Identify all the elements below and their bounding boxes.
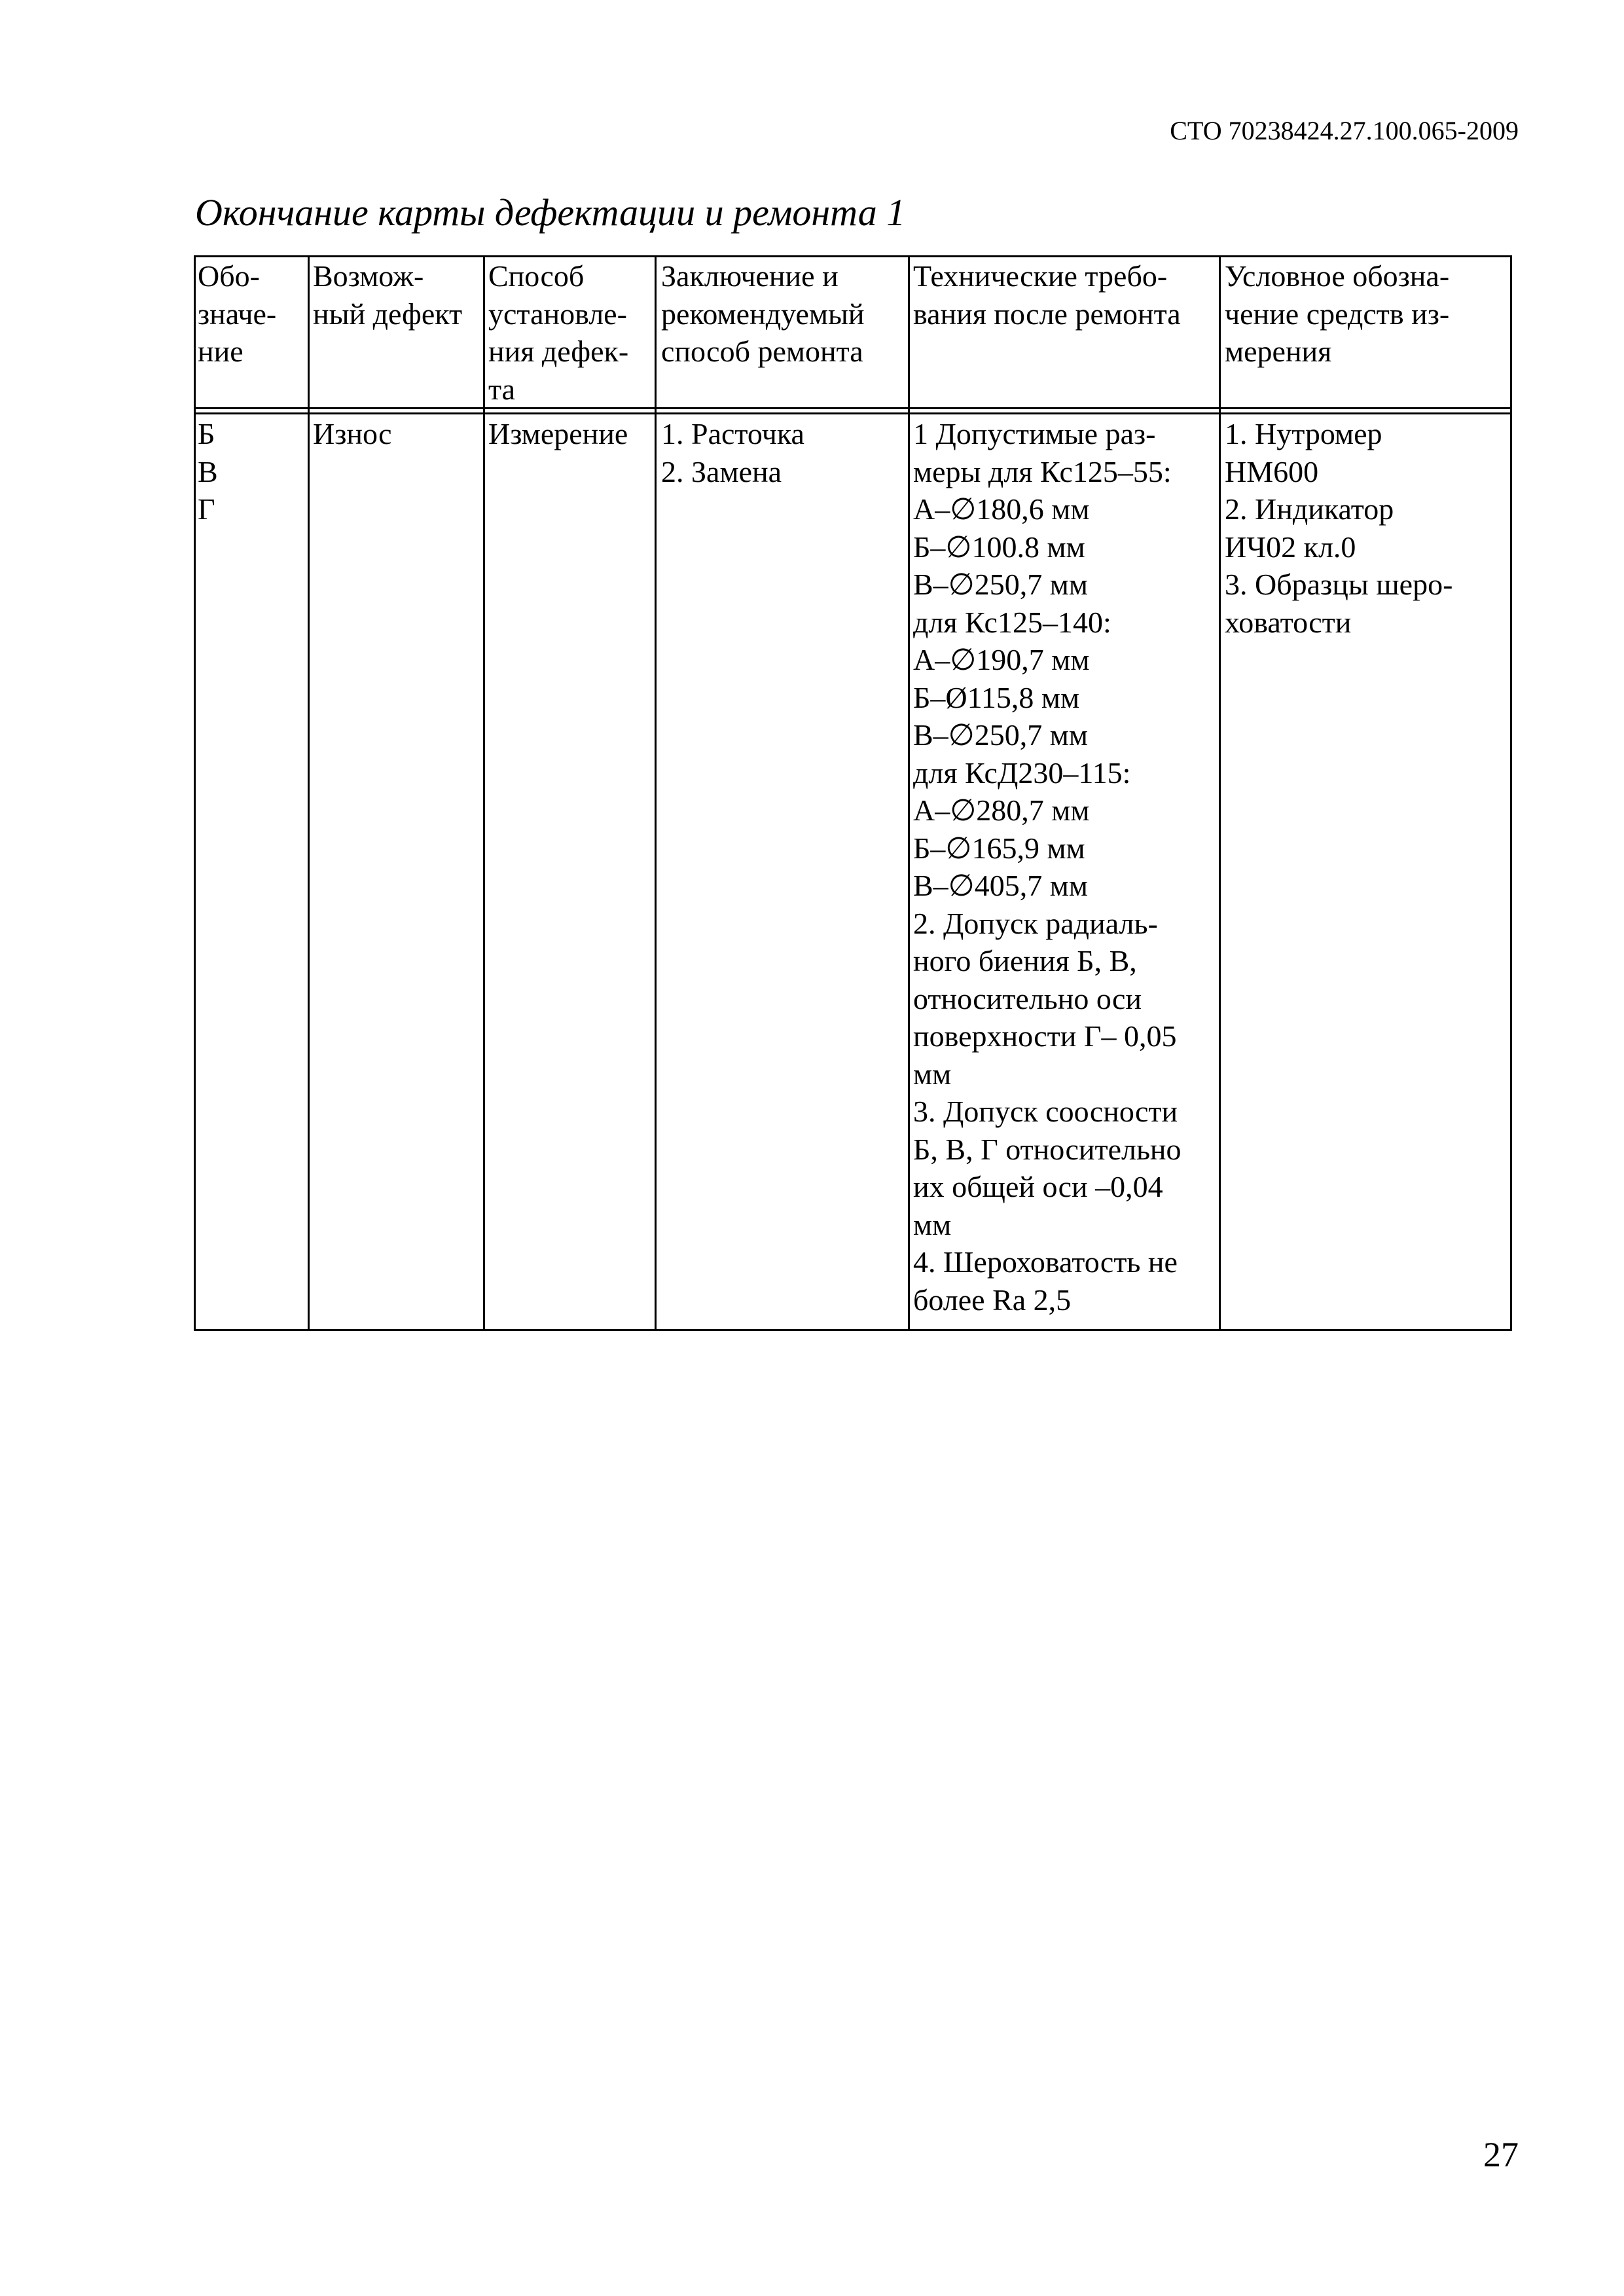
table-column-divider (483, 255, 485, 1331)
header-line: Обо- (198, 259, 260, 293)
cell-line: 2. Допуск радиаль- (913, 906, 1158, 940)
table-column-divider (908, 255, 910, 1331)
cell-line: А–∅180,6 мм (913, 492, 1090, 526)
cell-line: Б–Ø115,8 мм (913, 680, 1080, 714)
header-cell-detection-method (488, 257, 653, 406)
cell-line: Б–∅165,9 мм (913, 831, 1085, 865)
cell-line: ховатости (1225, 605, 1352, 639)
cell-line: Б, В, Г относительно (913, 1132, 1182, 1166)
cell-line: 2. Замена (661, 454, 782, 488)
header-line: вания после ремонта (913, 297, 1181, 331)
table-border-right (1510, 255, 1512, 1331)
header-cell-measuring-tools (1225, 257, 1509, 406)
cell-line: Износ (313, 417, 392, 450)
header-line: Заключение и (661, 259, 839, 293)
page-number: 27 (1483, 2135, 1519, 2174)
header-line: ный дефект (313, 297, 463, 331)
cell-line: Б (198, 417, 215, 450)
cell-line: Измерение (488, 417, 628, 450)
cell-line: ного биения Б, В, (913, 944, 1137, 977)
cell-line: 1 Допустимые раз- (913, 417, 1156, 450)
cell-line: мм (913, 1057, 952, 1091)
cell-line: В–∅405,7 мм (913, 869, 1088, 902)
table-border-bottom (194, 1329, 1512, 1331)
header-cell-possible-defect (313, 257, 482, 406)
cell-line: Б–∅100.8 мм (913, 530, 1085, 564)
table-column-divider (308, 255, 310, 1331)
cell-line: А–∅280,7 мм (913, 793, 1090, 827)
row-cell-designation (198, 415, 306, 1328)
table-column-divider (1219, 255, 1221, 1331)
document-code: СТО 70238424.27.100.065-2009 (1170, 116, 1519, 145)
header-line: чение средств из- (1225, 297, 1450, 331)
table-column-divider (655, 255, 657, 1331)
header-line: значе- (198, 297, 277, 331)
cell-line: 1. Нутромер (1225, 417, 1382, 450)
header-line: та (488, 372, 516, 406)
cell-line: для КсД230–115: (913, 756, 1131, 790)
cell-line: для Кс125–140: (913, 605, 1111, 639)
row-cell-measuring-tools (1225, 415, 1509, 1328)
row-cell-detection-method (488, 415, 653, 1328)
header-line: рекомендуемый (661, 297, 865, 331)
table-header-divider (194, 407, 1512, 409)
cell-line: В–∅250,7 мм (913, 718, 1088, 752)
header-line: способ ремонта (661, 335, 863, 368)
cell-line: поверхности Г– 0,05 (913, 1019, 1177, 1053)
header-line: ние (198, 335, 244, 368)
table-caption: Окончание карты дефектации и ремонта 1 (195, 191, 906, 234)
row-cell-technical-requirements (913, 415, 1218, 1328)
row-cell-conclusion (661, 415, 907, 1328)
cell-line: 1. Расточка (661, 417, 804, 450)
cell-line: ИЧ02 кл.0 (1225, 530, 1356, 564)
cell-line: 4. Шероховатость не (913, 1245, 1178, 1279)
cell-line: более Ra 2,5 (913, 1283, 1072, 1317)
cell-line: А–∅190,7 мм (913, 643, 1090, 676)
header-cell-conclusion (661, 257, 907, 406)
header-cell-technical-requirements (913, 257, 1218, 406)
header-line: Способ (488, 259, 585, 293)
cell-line: НМ600 (1225, 454, 1319, 488)
header-line: мерения (1225, 335, 1332, 368)
cell-line: относительно оси (913, 981, 1142, 1015)
cell-line: 2. Индикатор (1225, 492, 1394, 526)
row-cell-possible-defect (313, 415, 482, 1328)
cell-line: В (198, 454, 218, 488)
header-line: Условное обозна- (1225, 259, 1450, 293)
cell-line: Г (198, 492, 215, 526)
cell-line: их общей оси –0,04 (913, 1170, 1163, 1203)
header-line: Технические требо- (913, 259, 1168, 293)
header-line: Возмож- (313, 259, 424, 293)
table-border-left (194, 255, 196, 1331)
cell-line: В–∅250,7 мм (913, 568, 1088, 601)
cell-line: мм (913, 1207, 952, 1241)
cell-line: 3. Допуск соосности (913, 1095, 1178, 1128)
table-header-divider (194, 412, 1512, 414)
header-line: установле- (488, 297, 627, 331)
header-cell-designation (198, 257, 306, 406)
cell-line: меры для Кс125–55: (913, 454, 1172, 488)
cell-line: 3. Образцы шеро- (1225, 568, 1453, 601)
header-line: ния дефек- (488, 335, 629, 368)
